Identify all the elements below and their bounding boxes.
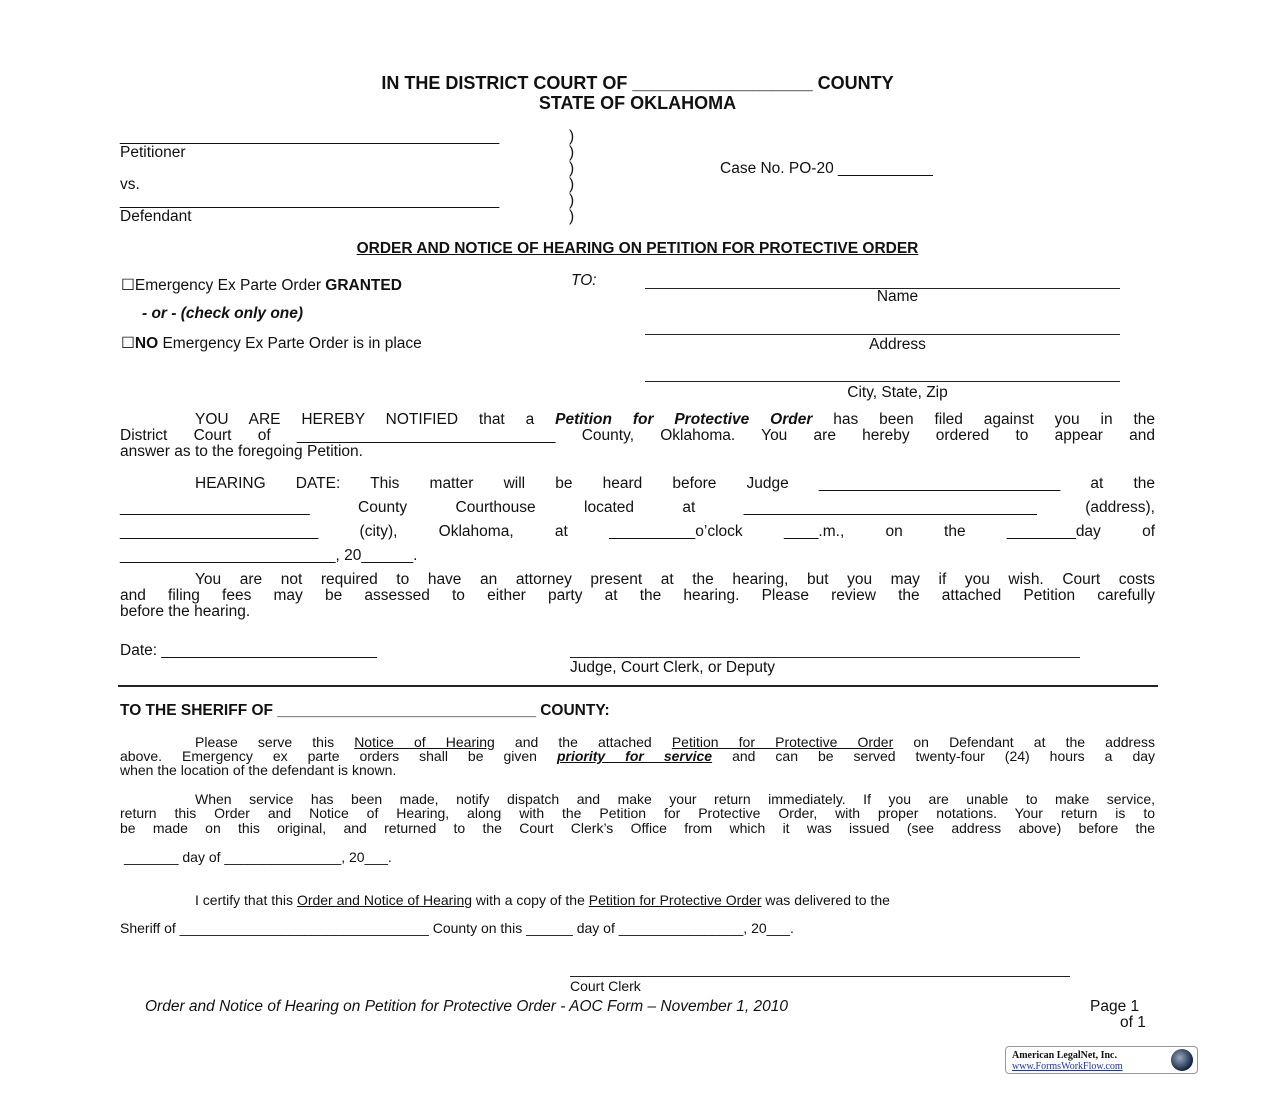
case-number[interactable]: Case No. PO-20 ___________ [720,160,933,177]
logo-company: American LegalNet, Inc. [1012,1050,1117,1061]
vs-label: vs. [120,176,140,193]
page-total: of 1 [1120,1014,1146,1031]
petitioner-blank[interactable]: ____________________________________________ [120,128,500,145]
caption-paren: ) [569,128,575,145]
name-label: Name [876,288,919,305]
caption-paren: ) [569,144,575,161]
sheriff-line: when the location of the defendant is known. [120,762,397,778]
court-heading: IN THE DISTRICT COURT OF __________________ COUNTY [381,73,894,93]
form-title: ORDER AND NOTICE OF HEARING ON PETITION FOR PROTECTIVE ORDER [356,240,919,257]
attorney-line: before the hearing. [120,603,251,620]
option-bold: GRANTED [325,277,402,294]
signer-label: Judge, Court Clerk, or Deputy [570,659,776,676]
state-heading: STATE OF OKLAHOMA [538,93,737,113]
certify-line: I certify that this Order and Notice of Hearing with a copy of the Petition for Protective Order was delivered to the [195,892,890,908]
globe-icon [1171,1049,1193,1071]
caption-paren: ) [569,208,575,225]
sheriff-line: When service has been made, notify dispatch and make your return immediately. If you are unable to make service, [195,791,1155,807]
legalnet-logo[interactable] [1005,1046,1198,1074]
to-label: TO: [571,272,597,289]
date-field[interactable]: Date: _________________________ [120,642,377,659]
clerk-signature-line[interactable] [570,976,1070,977]
option-granted[interactable] [121,277,402,295]
clerk-label: Court Clerk [570,978,641,994]
caption-paren: ) [569,176,575,193]
notice-line: District Court of ______________________________ County, Oklahoma. You are hereby ordered to appear and [120,427,1155,444]
option-no-order[interactable] [121,335,422,353]
sheriff-line: Please serve this Notice of Hearing and the attached Petition for Protective Order on Defendant at the address [195,734,1155,750]
or-instruction: - or - (check only one) [142,305,304,322]
sheriff-heading: TO THE SHERIFF OF ______________________________ COUNTY: [120,702,610,719]
hearing-line: ______________________ County Courthouse located at __________________________________ (address), [120,499,1155,516]
caption-paren: ) [569,160,575,177]
option-text: Emergency Ex Parte Order [134,277,326,294]
section-divider [118,685,1158,687]
hearing-line: _________________________, 20______. [120,547,418,564]
defendant-label: Defendant [120,208,192,225]
option-bold: NO [134,335,159,352]
hearing-line: _______________________ (city), Oklahoma, at __________o’clock ____.m., on the ________day of [120,523,1155,540]
attorney-line: You are not required to have an attorney present at the hearing, but you may if you wish. Court costs [195,571,1155,588]
city-label: City, State, Zip [847,384,948,401]
caption-paren: ) [569,192,575,209]
hearing-line: HEARING DATE: This matter will be heard before Judge ____________________________ at the [195,475,1155,492]
petitioner-label: Petitioner [120,144,186,161]
sheriff-line: be made on this original, and returned to the Court Clerk’s Office from which it was issued (see address above) before the [120,820,1155,836]
option-text: Emergency Ex Parte Order is in place [158,335,422,352]
sheriff-line: return this Order and Notice of Hearing, along with the Petition for Protective Order, with proper notations. Your return is to [120,805,1155,821]
sheriff-line: above. Emergency ex parte orders shall be given priority for service and can be served twenty-four (24) hours a day [120,748,1156,764]
signature-line[interactable] [570,657,1080,658]
address-label: Address [869,336,926,353]
logo-url[interactable]: www.FormsWorkFlow.com [1012,1061,1123,1072]
address-line[interactable] [645,334,1120,335]
checkbox-icon[interactable]: ☐ [121,335,135,352]
notice-line: YOU ARE HEREBY NOTIFIED that a Petition for Protective Order has been filed against you in the [195,411,1155,428]
defendant-blank[interactable]: ____________________________________________ [120,192,500,209]
certify-line: Sheriff of ________________________________ County on this ______ day of ________________, 20___. [120,920,794,936]
checkbox-icon[interactable]: ☐ [121,277,135,294]
city-line[interactable] [645,381,1120,382]
attorney-line: and filing fees may be assessed to either party at the hearing. Please review the attached Petition carefully [120,587,1155,604]
return-date[interactable]: _______ day of _______________, 20___. [124,849,392,865]
footer-form-name: Order and Notice of Hearing on Petition for Protective Order - AOC Form – November 1, 2010 [145,998,788,1015]
page-number: Page 1 [1090,998,1140,1015]
notice-line: answer as to the foregoing Petition. [120,443,363,460]
